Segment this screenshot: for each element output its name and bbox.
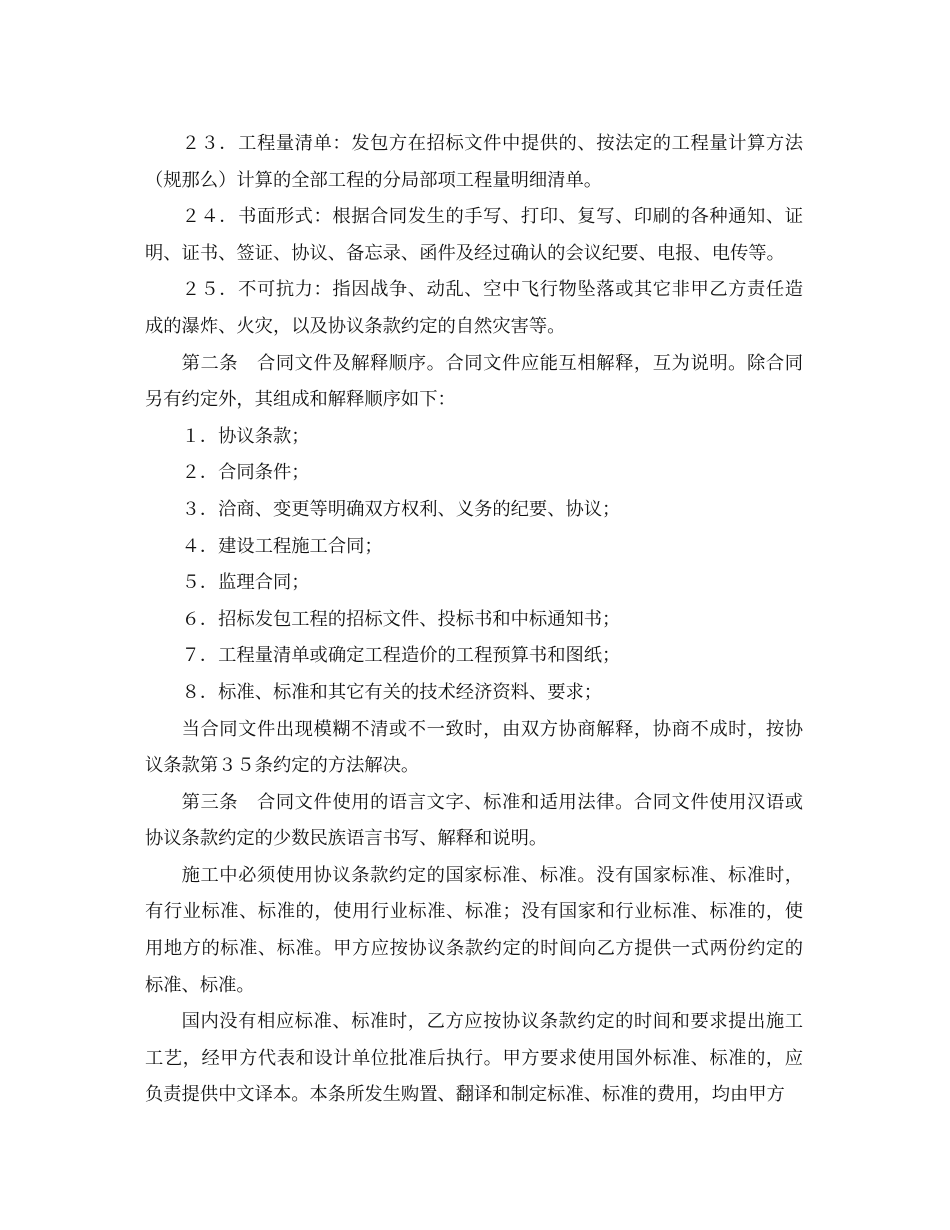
list-item-6: ６．招标发包工程的招标文件、投标书和中标通知书； bbox=[181, 608, 621, 630]
list-item-2: ２．合同条件； bbox=[181, 462, 310, 484]
list-item-4: ４．建设工程施工合同； bbox=[181, 535, 383, 557]
list-item-8: ８．标准、标准和其它有关的技术经济资料、要求； bbox=[181, 681, 603, 703]
paragraph-article-2-heading: 第二条 合同文件及解释顺序。合同文件应能互相解释，互为说明。除合同另有约定外，其组成和解释顺序如下： bbox=[145, 352, 803, 411]
list-item-7: ７．工程量清单或确定工程造价的工程预算书和图纸； bbox=[181, 645, 621, 667]
paragraph-item-23-bill-of-quantities: ２３．工程量清单：发包方在招标文件中提供的、按法定的工程量计算方法（规那么）计算的全部工程的分局部项工程量明细清单。 bbox=[145, 133, 803, 191]
paragraph-standards-usage: 施工中必须使用协议条款约定的国家标准、标准。没有国家标准、标准时，有行业标准、标准的，使用行业标准、标准；没有国家和行业标准、标准的，使用地方的标准、标准。甲方应按协议条款约定的时间向乙方提供一式两份约定的标准、标准。 bbox=[145, 864, 803, 996]
list-item-5: ５．监理合同； bbox=[181, 572, 310, 594]
paragraph-foreign-standards: 国内没有相应标准、标准时，乙方应按协议条款约定的时间和要求提出施工工艺，经甲方代表和设计单位批准后执行。甲方要求使用国外标准、标准的，应负责提供中文译本。本条所发生购置、翻译和制定标准、标准的费用，均由甲方 bbox=[145, 1011, 803, 1106]
paragraph-item-25-force-majeure: ２５．不可抗力：指因战争、动乱、空中飞行物坠落或其它非甲乙方责任造成的瀑炸、火灾，以及协议条款约定的自然灾害等。 bbox=[145, 279, 803, 337]
paragraph-article-3-heading: 第三条 合同文件使用的语言文字、标准和适用法律。合同文件使用汉语或协议条款约定的少数民族语言书写、解释和说明。 bbox=[145, 791, 803, 850]
paragraph-item-24-written-form: ２４．书面形式：根据合同发生的手写、打印、复写、印刷的各种通知、证明、证书、签证、协议、备忘录、函件及经过确认的会议纪要、电报、电传等。 bbox=[145, 206, 803, 264]
list-item-3: ３．洽商、变更等明确双方权利、义务的纪要、协议； bbox=[181, 498, 621, 520]
paragraph-conflict-resolution: 当合同文件出现模糊不清或不一致时，由双方协商解释，协商不成时，按协议条款第３５条约定的方法解决。 bbox=[145, 718, 803, 777]
list-item-1: １．协议条款； bbox=[181, 425, 310, 447]
document-body bbox=[145, 126, 803, 1114]
